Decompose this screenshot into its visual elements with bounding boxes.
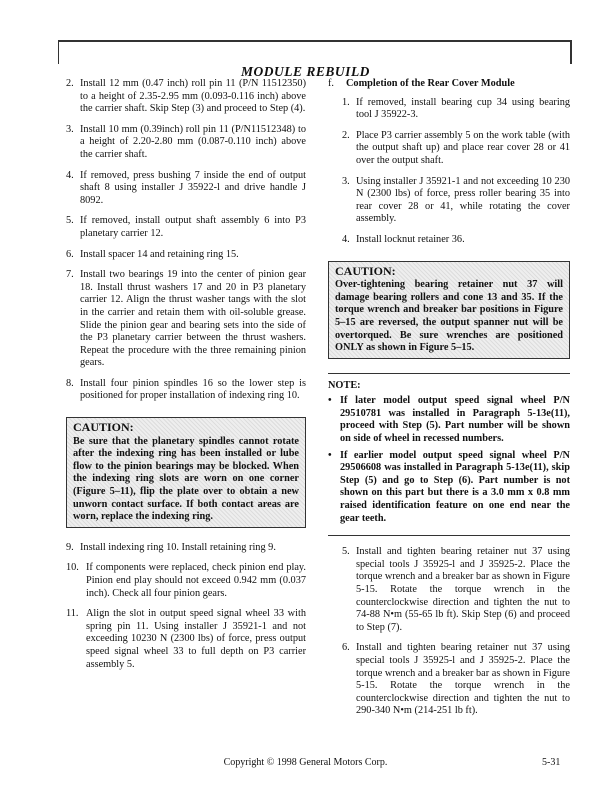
step-number: 7. bbox=[66, 269, 74, 281]
header-rule bbox=[58, 40, 572, 64]
step-text: Install indexing ring 10. Install retaining ring 9. bbox=[80, 541, 276, 553]
step-text: Place P3 carrier assembly 5 on the work table (with the output shaft up) and place rear cover 28 or 41 over the output shaft. bbox=[356, 129, 570, 166]
step-text: Install 10 mm (0.39inch) roll pin 11 (P/N11512348) to a height of 2.20-2.80 mm (0.087-0.110 inch) above the carrier shaft. bbox=[80, 123, 306, 160]
section-title: Completion of the Rear Cover Module bbox=[346, 78, 515, 89]
step-item bbox=[66, 542, 306, 555]
step-number: 9. bbox=[66, 541, 74, 553]
step-number: 6. bbox=[66, 248, 74, 260]
step-item bbox=[342, 642, 570, 718]
note-bullet-text: If earlier model output speed signal wheel P/N 29506608 was installed in Paragraph 5-13e(11), skip Step (5) and go to Step (6). Part number is not shown on this part but there is a 3.0 mm x 0.8 mm raised identification feature on one end near the gear teeth. bbox=[340, 449, 570, 524]
step-number: 6. bbox=[342, 642, 350, 654]
step-item bbox=[66, 124, 306, 162]
step-item bbox=[66, 78, 306, 116]
step-text: If removed, install output shaft assembly 6 into P3 planetary carrier 12. bbox=[80, 215, 306, 239]
caution-text: Be sure that the planetary spindles cannot rotate after the indexing ring has been installed or lube flow to the pinion bearings may be blocked. When the indexing ring slots are worn on one corner (Figure 5–11), flip the plate over to obtain a new unworn contact surface. If both contact areas are worn, replace the indexing ring. bbox=[73, 435, 299, 523]
step-item bbox=[342, 234, 570, 247]
step-item bbox=[66, 269, 306, 370]
step-text: Install 12 mm (0.47 inch) roll pin 11 (P/N 11512350) to a height of 2.35-2.95 mm (0.093-0.116 inch) above the carrier shaft. Skip Step (3) and proceed to Step (4). bbox=[80, 78, 306, 115]
step-text: Install locknut retainer 36. bbox=[356, 233, 465, 245]
step-text: Align the slot in output speed signal wheel 33 with spring pin 11. Using installer J 35921-1 and not exceeding 10230 N (2300 lbs) of force, press output speed signal wheel 33 to full depth on P3 carrier assembly 5. bbox=[86, 608, 306, 670]
step-item bbox=[342, 176, 570, 226]
caution-title: CAUTION: bbox=[335, 263, 396, 278]
bullet-icon: • bbox=[328, 395, 332, 407]
caution-text: Over-tightening bearing retainer nut 37 will damage bearing rollers and cone 13 and 35. If the torque wrench and breaker bar positions in Figure 5–15 are reversed, the output spanner nut will be overtorqued. Be sure wrenches are positioned ONLY as shown in Figure 5–15. bbox=[335, 279, 563, 354]
note-bullet bbox=[328, 395, 570, 445]
step-item bbox=[342, 546, 570, 634]
page-number: 5-31 bbox=[542, 757, 561, 768]
note-bullet-text: If later model output speed signal wheel P/N 29510781 was installed in Paragraph 5-13e(11), proceed with Step (5). Part number will be shown on side of wheel in recessed numbers. bbox=[340, 395, 570, 445]
step-number: 1. bbox=[342, 96, 350, 108]
note-title: NOTE: bbox=[328, 379, 361, 391]
step-text: Install four pinion spindles 16 so the lower step is positioned for proper installation of indexing ring 10. bbox=[80, 377, 306, 402]
step-text: Install and tighten bearing retainer nut 37 using special tools J 35925-l and J 35925-2. Place the torque wrench and a breaker bar as shown in Figure 5-15. Rotate the torque wrench in the counterclockwise direction and tighten the nut to 290-340 N•m (214-251 lb ft). bbox=[356, 642, 570, 717]
step-item bbox=[66, 170, 306, 208]
note-box bbox=[328, 373, 570, 537]
step-number: 10. bbox=[66, 562, 79, 574]
step-item bbox=[342, 97, 570, 122]
note-bullet bbox=[328, 450, 570, 526]
step-item bbox=[66, 249, 306, 262]
step-number: 11. bbox=[66, 608, 79, 620]
step-item bbox=[66, 608, 306, 671]
steps-list bbox=[66, 542, 306, 671]
step-number: 3. bbox=[66, 123, 74, 135]
step-number: 3. bbox=[342, 175, 350, 187]
steps-list bbox=[66, 78, 306, 403]
caution-title: CAUTION: bbox=[73, 420, 134, 435]
step-text: If components were replaced, check pinion end play. Pinion end play should not exceed 0.942 mm (0.037 inch). Check all four pinion gears. bbox=[86, 562, 306, 599]
steps-list bbox=[328, 546, 570, 718]
step-number: 8. bbox=[66, 377, 74, 389]
left-column bbox=[66, 78, 306, 679]
step-number: 2. bbox=[66, 78, 74, 89]
bullet-icon: • bbox=[328, 449, 332, 461]
step-text: Install and tighten bearing retainer nut 37 using special tools J 35925-l and J 35925-2. Place the torque wrench and a breaker bar as shown in Figure 5-15. Rotate the torque wrench in the counterclockwise direction and tighten the nut to 74-88 N•m (55-65 lb ft). Skip Step (6) and proceed to Step (7). bbox=[356, 546, 570, 633]
copyright: Copyright © 1998 General Motors Corp. bbox=[223, 757, 388, 768]
step-number: 2. bbox=[342, 129, 350, 141]
page-title: MODULE REBUILD bbox=[241, 64, 370, 79]
caution-box bbox=[66, 417, 306, 528]
section-letter: f. bbox=[328, 78, 335, 89]
steps-list bbox=[328, 97, 570, 247]
step-item bbox=[342, 130, 570, 168]
step-item bbox=[66, 378, 306, 403]
step-item bbox=[66, 562, 306, 600]
step-text: If removed, press bushing 7 inside the end of output shaft 8 using installer J 35922-l and drive handle J 8092. bbox=[80, 169, 306, 206]
step-number: 4. bbox=[66, 169, 74, 181]
step-number: 4. bbox=[342, 233, 350, 245]
step-text: If removed, install bearing cup 34 using bearing tool J 35922-3. bbox=[356, 96, 570, 121]
section-heading bbox=[328, 78, 570, 91]
step-number: 5. bbox=[342, 546, 350, 558]
step-number: 5. bbox=[66, 215, 74, 227]
step-text: Install spacer 14 and retaining ring 15. bbox=[80, 248, 239, 260]
right-column bbox=[328, 78, 570, 726]
step-text: Install two bearings 19 into the center of pinion gear 18. Install thrust washers 17 and 20 in P3 planetary carrier 12. Align the thrust washer tangs with the slot in the carrier and retain them with oil-soluble grease. Slide the pinion gear and bearing sets into the side of the P3 planetary carrier between the thrust washers. Repeat the procedure with the three remaining pinion gears. bbox=[80, 269, 306, 369]
step-item bbox=[66, 215, 306, 240]
caution-box bbox=[328, 261, 570, 359]
step-text: Using installer J 35921-1 and not exceeding 10 230 N (2300 lbs) of force, press roller bearing 35 into rear cover 28 or 41, while rotating the cover assembly. bbox=[356, 175, 570, 225]
